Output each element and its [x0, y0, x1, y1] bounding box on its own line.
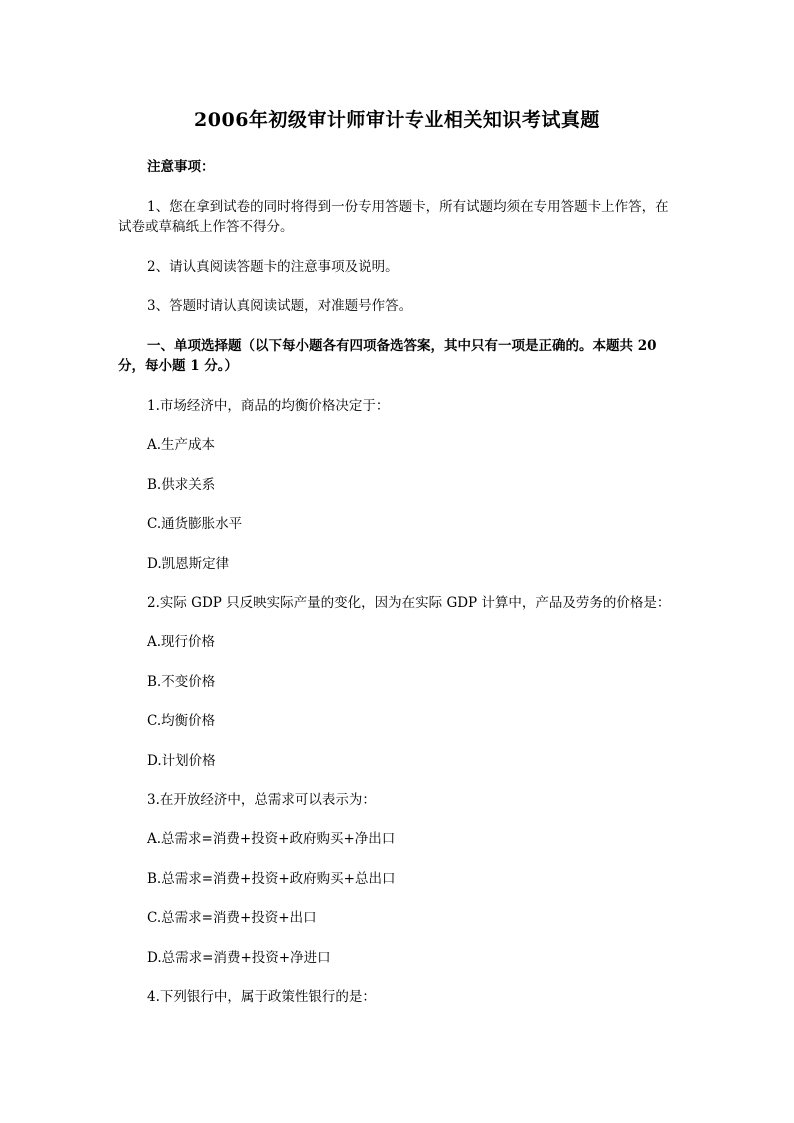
question-1-stem: 1.市场经济中，商品的均衡价格决定于： — [147, 398, 390, 414]
section-1-heading: 一、单项选择题 — [147, 338, 242, 354]
question-3-stem: 3.在开放经济中，总需求可以表示为： — [147, 792, 376, 808]
question-2-option-c: C.均衡价格 — [147, 713, 216, 729]
question-1-option-b: B.供求关系 — [147, 477, 216, 493]
question-2-option-b: B.不变价格 — [147, 674, 216, 690]
question-2-option-d: D.计划价格 — [147, 753, 216, 769]
question-4-stem: 4.下列银行中，属于政策性银行的是： — [147, 989, 376, 1005]
question-1-option-a: A.生产成本 — [147, 437, 216, 453]
notice-heading: 注意事项： — [147, 159, 215, 175]
section-1-header — [118, 336, 678, 376]
question-1-option-c: C.通货膨胀水平 — [147, 516, 243, 532]
document-title: 2006年初级审计师审计专业相关知识考试真题 — [194, 109, 600, 131]
question-1-option-d: D.凯恩斯定律 — [147, 556, 230, 572]
question-2-option-a: A.现行价格 — [147, 634, 216, 650]
question-2-stem: 2.实际 GDP 只反映实际产量的变化，因为在实际 GDP 计算中，产品及劳务的价格是： — [147, 595, 671, 611]
notice-item-2: 2、请认真阅读答题卡的注意事项及说明。 — [147, 259, 399, 275]
notice-item-1: 1、您在拿到试卷的同时将得到一份专用答题卡，所有试题均须在专用答题卡上作答，在试卷或草稿纸上作答不得分。 — [118, 199, 669, 235]
notice-item-3: 3、答题时请认真阅读试题，对准题号作答。 — [147, 298, 413, 314]
question-3-option-a: A.总需求=消费+投资+政府购买+净出口 — [147, 831, 396, 847]
question-3-option-b: B.总需求=消费+投资+政府购买+总出口 — [147, 871, 396, 887]
question-3-option-c: C.总需求=消费+投资+出口 — [147, 910, 317, 926]
question-3-option-d: D.总需求=消费+投资+净进口 — [147, 950, 331, 966]
section-1-instructions: （以下每小题各有四项备选答案，其中只有一项是正确的。本题共 20 分，每小题 1 分。） — [118, 338, 657, 374]
